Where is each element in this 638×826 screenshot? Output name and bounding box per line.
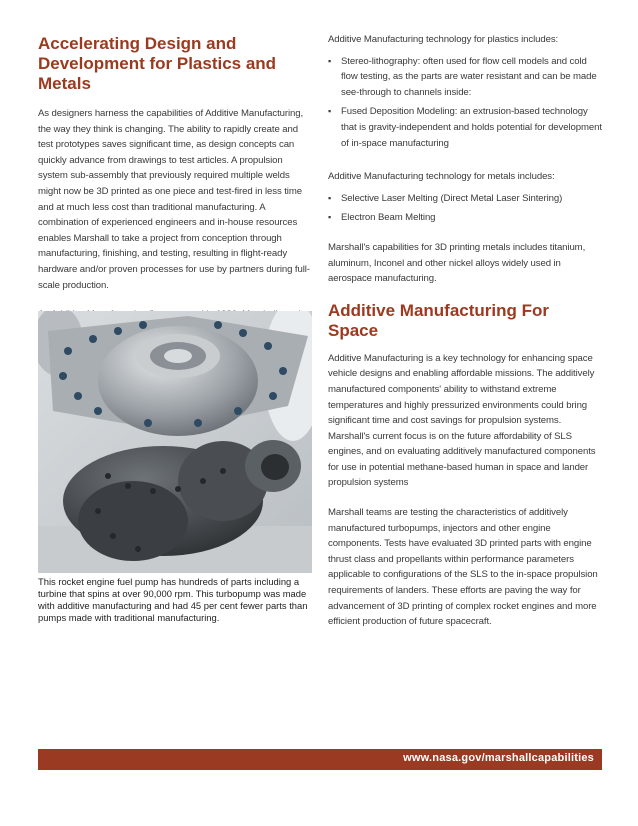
footer-bar [38, 749, 602, 770]
plastics-list [328, 54, 602, 152]
metals-list [328, 191, 602, 226]
paragraph-design-intro: As designers harness the capabilities of Additive Manufacturing, the way they think is changing. The ability to rapidly create and test prototypes saves significant time, as design concepts can quickly advance from drawings to test articles. A propulsion system sub-assembly that previously required multiple welds might now be 3D printed as one piece and test-fired in less time and at much less cost than traditional manufacturing. A combination of experienced engineers and in-house resources enables Marshall to take a project from conception through manufacturing, finishing, and testing, resulting in flight-ready hardware and/or proven processes for use by partners during full-scale production. [38, 108, 310, 291]
plastics-intro: Additive Manufacturing technology for plastics includes: [328, 34, 559, 45]
photo-caption: This rocket engine fuel pump has hundreds of parts including a turbine that spins at over 90,000 rpm. This turbopump was made with additive manufacturing and had 45 per cent fewer parts than pumps made with traditional manufacturing. [38, 576, 308, 623]
paragraph-metal-capabilities: Marshall's capabilities for 3D printing metals includes titanium, aluminum, Inconel and other nickel alloys widely used in aerospace manufacturing. [328, 241, 586, 285]
list-item: ▪ Stereo-lithography: often used for flow cell models and cold flow testing, as the parts are water resistant and can be made see-through to channels inside: [328, 54, 602, 101]
list-item: ▪ Selective Laser Melting (Direct Metal Laser Sintering) [328, 191, 602, 207]
paragraph-space-intro: Additive Manufacturing is a key technology for enhancing space vehicle designs and enabling affordable missions. The additively manufactured components' ability to withstand extreme temperatures and highly pressurized environments could bring significant time and cost savings for propulsion systems. Marshall's current focus is on the future affordability of SLS engines, and on evaluating additively manufactured components for use in potential methane-based human in space and lander propulsion systems [328, 352, 596, 489]
paragraph-space-testing: Marshall teams are testing the characteristics of additively manufactured turbopumps, injectors and other engine components. Tests have evaluated 3D printed parts with engine thrust class and propellants within performance parameters applicable to configurations of the SLS to the in-space propulsion requirements of landers. These efforts are paving the way for advancement of 3D printing of complex rocket engines and more efficient production of future spacecraft. [328, 507, 598, 628]
footer-url-link[interactable]: www.nasa.gov/marshallcapabilities [403, 752, 594, 764]
list-item: ▪ Fused Deposition Modeling: an extrusion-based technology that is gravity-independent and holds potential for development of in-space manufacturing [328, 104, 602, 151]
metals-intro: Additive Manufacturing technology for metals includes: [328, 171, 555, 183]
turbopump-photo [38, 311, 312, 573]
section-title-space: Additive Manufacturing For Space [328, 300, 549, 340]
turbopump-illustration [38, 311, 312, 573]
section-title-plastics-metals: Accelerating Design and Development for Plastics and Metals [38, 34, 277, 93]
right-column [328, 32, 602, 644]
list-item: ▪ Electron Beam Melting [328, 210, 602, 226]
